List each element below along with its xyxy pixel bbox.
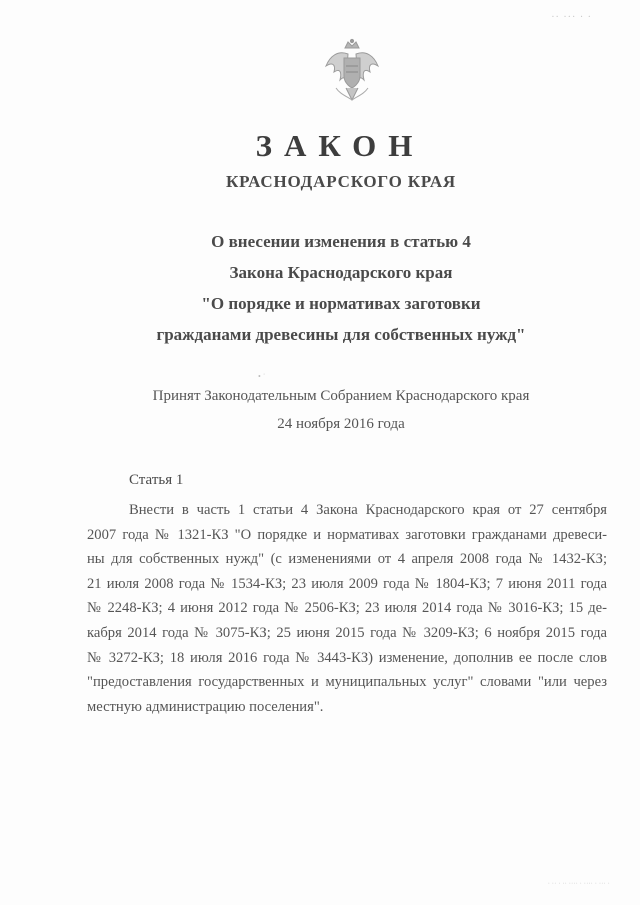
article-line: ны для собственных нужд" (с изменениями от 4 апреля 2008 года № 1432-КЗ;: [87, 551, 607, 568]
article-heading: Статья 1: [129, 472, 184, 488]
adoption-date: 24 ноября 2016 года: [277, 416, 405, 432]
footer-scan-mark: · ·· · ·· ···· · ···· · ··· ·: [547, 881, 610, 887]
law-name-line: гражданами древесины для собственных нужд": [156, 325, 526, 344]
scan-specks: • ˙: [258, 372, 266, 381]
article-line: Внести в часть 1 статьи 4 Закона Краснодарского края от 27 сентября: [129, 502, 607, 518]
article-line: "предоставления государственных и муниципальных услуг" словами "или через: [87, 674, 607, 691]
document-title: ЗАКОН: [255, 128, 425, 163]
corner-scan-mark: ·· ··· · ·: [551, 12, 592, 23]
law-name: [0, 226, 640, 350]
coat-of-arms-icon: [318, 38, 386, 104]
law-name-line: Закона Краснодарского края: [229, 263, 453, 282]
law-name-line: "О порядке и нормативах заготовки: [201, 294, 481, 313]
article-line: 2007 года № 1321-КЗ "О порядке и нормативах заготовки гражданами древеси-: [87, 526, 607, 543]
adoption-note: [0, 382, 640, 438]
article-line: № 2248-КЗ; 4 июня 2012 года № 2506-КЗ; 23 июля 2014 года № 3016-КЗ; 15 де-: [87, 600, 607, 617]
adoption-line: Принят Законодательным Собранием Краснодарского края: [152, 388, 530, 404]
article-body: [87, 498, 607, 719]
article-line: 21 июля 2008 года № 1534-КЗ; 23 июля 2009 года № 1804-КЗ; 7 июня 2011 года: [87, 575, 607, 592]
law-name-line: О внесении изменения в статью 4: [211, 232, 471, 251]
article-line: кабря 2014 года № 3075-КЗ; 25 июня 2015 года № 3209-КЗ; 6 ноября 2015 года: [87, 624, 607, 641]
article-line: местную администрацию поселения".: [87, 698, 324, 715]
article-line: № 3272-КЗ; 18 июля 2016 года № 3443-КЗ) изменение, дополнив ее после слов: [87, 649, 607, 666]
document-subtitle: КРАСНОДАРСКОГО КРАЯ: [226, 172, 456, 191]
